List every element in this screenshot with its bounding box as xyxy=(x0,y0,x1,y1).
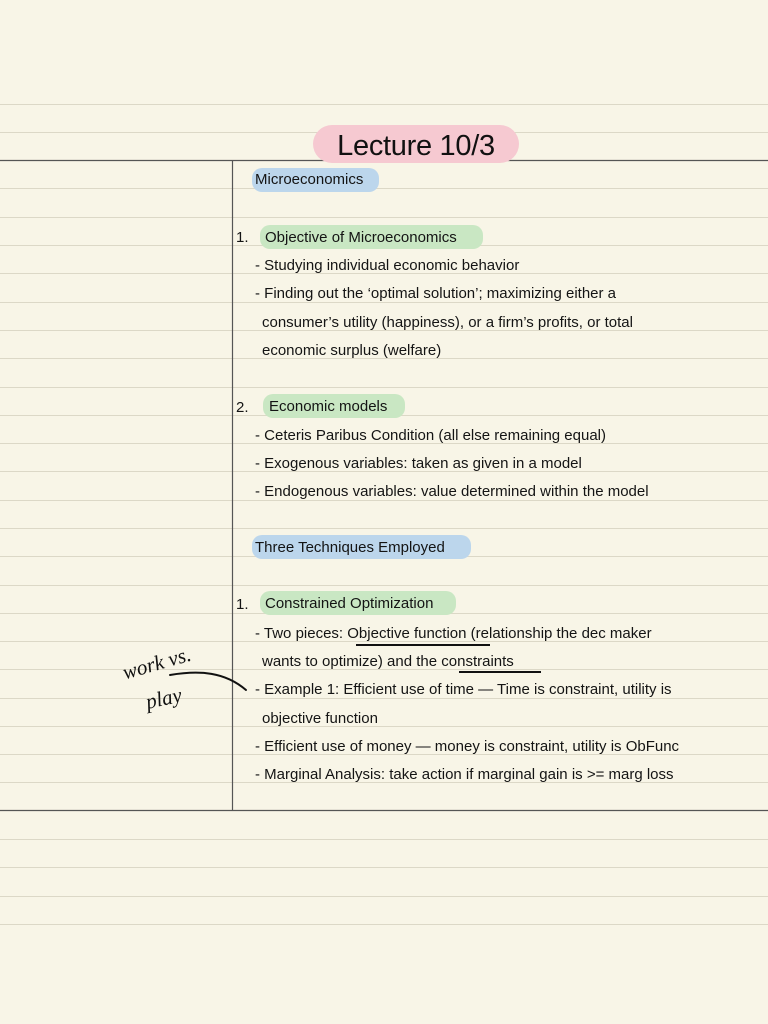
note-line: - Finding out the ‘optimal solution’; maximizing either a xyxy=(255,285,617,302)
item-heading-constrained-optimization: Constrained Optimization xyxy=(260,591,456,615)
note-line: - Efficient use of money — money is constraint, utility is ObFunc xyxy=(255,738,680,755)
item-number: 1. xyxy=(236,596,249,613)
page-title: Lecture 10/3 xyxy=(337,130,495,162)
item-number: 1. xyxy=(236,229,249,246)
item-heading-objective: Objective of Microeconomics xyxy=(260,225,483,249)
note-line: consumer’s utility (happiness), or a firm’s profits, or total xyxy=(262,314,633,331)
section-heading-microeconomics: Microeconomics xyxy=(252,168,379,192)
note-line: economic surplus (welfare) xyxy=(262,342,442,359)
note-line: - Example 1: Efficient use of time — Time is constraint, utility is xyxy=(255,681,672,698)
note-line: - Marginal Analysis: take action if marginal gain is >= marg loss xyxy=(255,766,674,783)
margin-note-line-1: work vs. xyxy=(119,641,194,685)
note-line: - Ceteris Paribus Condition (all else remaining equal) xyxy=(255,427,606,444)
item-heading-economic-models: Economic models xyxy=(263,394,405,418)
note-line: - Endogenous variables: value determined within the model xyxy=(255,483,649,500)
note-line: objective function xyxy=(262,710,378,727)
note-line: - Two pieces: Objective function (relationship the dec maker xyxy=(255,625,652,642)
note-line: wants to optimize) and the constraints xyxy=(262,653,514,670)
underlined-term-constraints: constraints xyxy=(441,653,514,670)
title-highlight xyxy=(313,125,519,163)
item-number: 2. xyxy=(236,399,249,416)
handwritten-underline xyxy=(356,644,490,646)
note-line: - Studying individual economic behavior xyxy=(255,257,520,274)
margin-note-line-2: play xyxy=(143,682,184,714)
note-line: - Exogenous variables: taken as given in a model xyxy=(255,455,582,472)
handwritten-underline xyxy=(459,671,541,673)
underlined-term-objective-function: Objective function xyxy=(347,625,467,642)
section-heading-three-techniques: Three Techniques Employed xyxy=(252,535,471,559)
